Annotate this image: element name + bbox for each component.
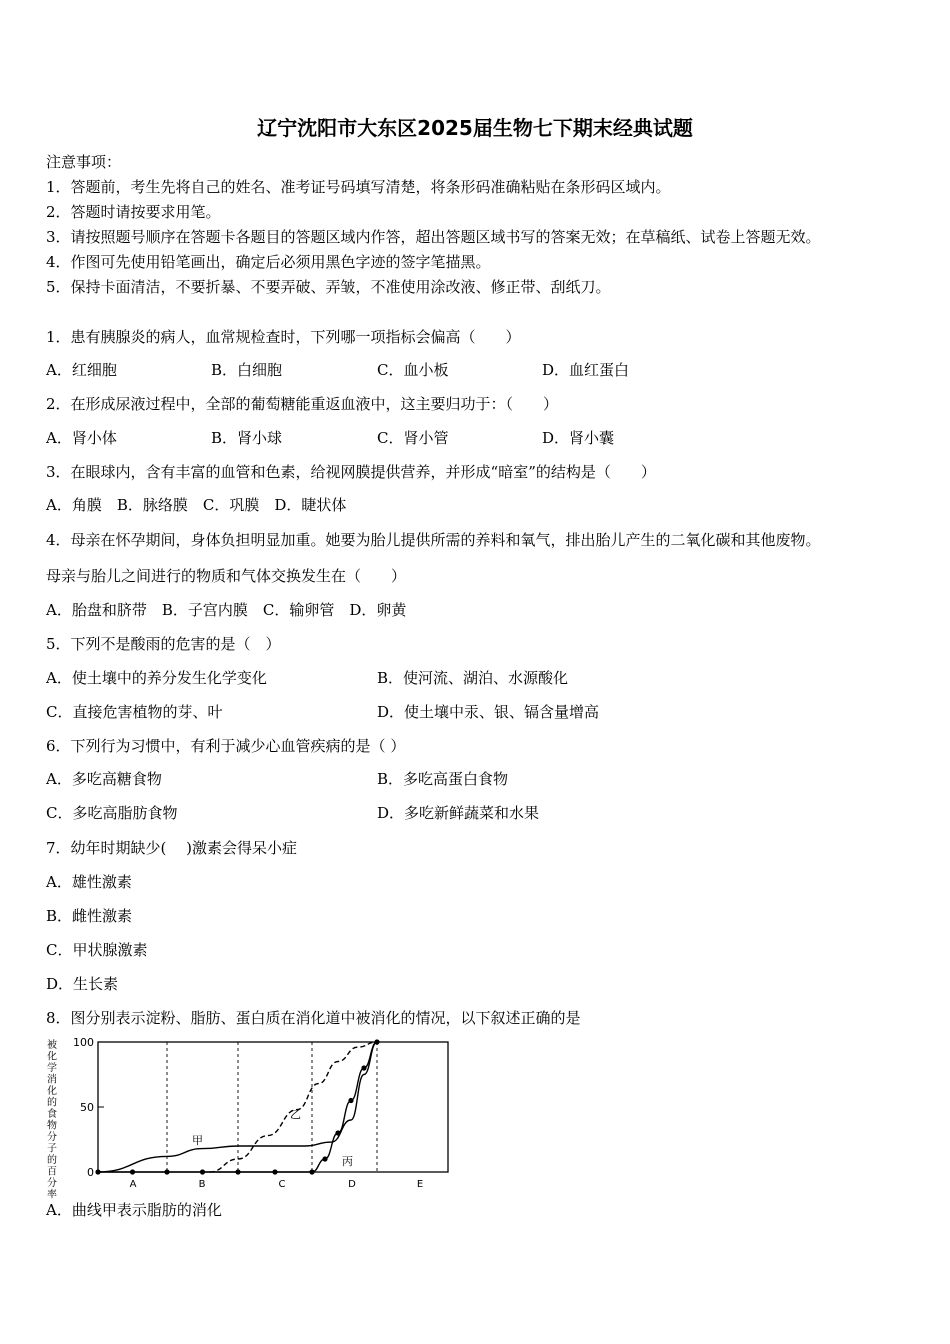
- question-8-stem: 8．图分别表示淀粉、脂肪、蛋白质在消化道中被消化的情况，以下叙述正确的是: [46, 1009, 581, 1027]
- y-axis-label-char: 化: [47, 1086, 57, 1097]
- question-6-stem: 6．下列行为习惯中，有利于减少心血管疾病的是（ ）: [46, 737, 406, 755]
- data-point-丙: [235, 1169, 240, 1174]
- y-axis-label-char: 分: [47, 1178, 57, 1189]
- y-axis-label-char: 百: [47, 1166, 57, 1178]
- y-axis-label-char: 消: [47, 1074, 57, 1086]
- q6-option-b[interactable]: B．多吃高蛋白食物: [377, 770, 509, 788]
- y-axis-label-char: 化: [47, 1051, 57, 1063]
- digestion-chart: [40, 1034, 460, 1201]
- notice-heading: 注意事项：: [46, 153, 122, 171]
- data-point-丙: [322, 1156, 327, 1161]
- y-axis-label-char: 被: [47, 1040, 57, 1051]
- data-point-丙: [200, 1169, 205, 1174]
- question-5-stem: 5．下列不是酸雨的危害的是（ ）: [46, 635, 281, 653]
- q2-option-c[interactable]: C．肾小管: [377, 429, 449, 447]
- q5-option-a[interactable]: A．使土壤中的养分发生化学变化: [46, 669, 267, 687]
- x-tick-label: E: [416, 1179, 424, 1190]
- q6-option-a[interactable]: A．多吃高糖食物: [46, 770, 162, 788]
- question-2-stem: 2．在形成尿液过程中，全部的葡萄糖能重返血液中，这主要归功于：（ ）: [46, 395, 559, 413]
- notice-item: 4．作图可先使用铅笔画出，确定后必须用黑色字迹的签字笔描黑。: [46, 253, 491, 271]
- data-point-丙: [374, 1039, 379, 1044]
- question-7-stem: 7．幼年时期缺少( )激素会得呆小症: [46, 839, 298, 857]
- y-tick-label: 0: [87, 1166, 94, 1179]
- q1-option-d[interactable]: D．血红蛋白: [542, 361, 630, 379]
- y-axis-label-char: 的: [47, 1097, 57, 1109]
- q3-options[interactable]: A．角膜 B．脉络膜 C．巩膜 D．睫状体: [46, 496, 347, 514]
- q1-option-b[interactable]: B．白细胞: [211, 361, 283, 379]
- q5-option-c[interactable]: C．直接危害植物的芽、叶: [46, 703, 223, 721]
- y-tick-label: 100: [73, 1036, 94, 1049]
- x-tick-label: A: [129, 1179, 137, 1190]
- question-4-stem: 4．母亲在怀孕期间，身体负担明显加重。她要为胎儿提供所需的养料和氧气，排出胎儿产生的二氧化碳和其他废物。: [46, 531, 821, 549]
- notice-item: 5．保持卡面清洁，不要折暴、不要弄破、弄皱，不准使用涂改液、修正带、刮纸刀。: [46, 278, 611, 296]
- data-point-丙: [164, 1169, 169, 1174]
- y-axis-label-char: 子: [47, 1143, 57, 1155]
- q6-option-d[interactable]: D．多吃新鲜蔬菜和水果: [377, 804, 540, 822]
- y-axis-label: [47, 1038, 57, 1201]
- q5-option-d[interactable]: D．使土壤中汞、银、镉含量增高: [377, 703, 600, 721]
- q5-option-b[interactable]: B．使河流、湖泊、水源酸化: [377, 669, 569, 687]
- q2-option-b[interactable]: B．肾小球: [211, 429, 283, 447]
- x-tick-label: B: [198, 1179, 206, 1190]
- question-3-stem: 3．在眼球内，含有丰富的血管和色素，给视网膜提供营养，并形成“暗室”的结构是（ ）: [46, 463, 656, 481]
- notice-item: 1．答题前，考生先将自己的姓名、准考证号码填写清楚，将条形码准确粘贴在条形码区域内。: [46, 178, 671, 196]
- question-4-stem-cont: 母亲与胎儿之间进行的物质和气体交换发生在（ ）: [46, 567, 407, 585]
- q4-options[interactable]: A．胎盘和脐带 B．子宫内膜 C．输卵管 D．卵黄: [46, 601, 407, 619]
- series-label-yi: 乙: [290, 1108, 301, 1121]
- y-axis-label-char: 分: [47, 1132, 57, 1143]
- q7-option-b[interactable]: B．雌性激素: [46, 907, 133, 925]
- x-tick-label: C: [278, 1179, 286, 1190]
- q8-option-a[interactable]: A．曲线甲表示脂肪的消化: [46, 1201, 222, 1219]
- question-1-stem: 1．患有胰腺炎的病人，血常规检查时，下列哪一项指标会偏高（ ）: [46, 328, 521, 346]
- q2-option-a[interactable]: A．肾小体: [46, 429, 117, 447]
- data-point-丙: [272, 1169, 277, 1174]
- chart-frame: [98, 1042, 448, 1172]
- q7-option-d[interactable]: D．生长素: [46, 975, 119, 993]
- y-axis-label-char: 率: [47, 1189, 57, 1201]
- q2-option-d[interactable]: D．肾小囊: [542, 429, 615, 447]
- notice-item: 3．请按照题号顺序在答题卡各题目的答题区域内作答，超出答题区域书写的答案无效；在草稿纸、试卷上答题无效。: [46, 228, 821, 246]
- data-point-丙: [348, 1098, 353, 1103]
- x-tick-label: D: [348, 1179, 356, 1190]
- y-axis-label-char: 食: [47, 1109, 57, 1120]
- data-point-丙: [130, 1169, 135, 1174]
- series-label-bing: 丙: [342, 1155, 353, 1168]
- data-point-丙: [95, 1169, 100, 1174]
- data-point-丙: [335, 1130, 340, 1135]
- y-tick-label: 50: [80, 1101, 94, 1114]
- y-axis-label-char: 的: [47, 1155, 57, 1166]
- series-line-乙: [210, 1042, 377, 1172]
- q1-option-c[interactable]: C．血小板: [377, 361, 449, 379]
- q6-option-c[interactable]: C．多吃高脂肪食物: [46, 804, 178, 822]
- y-axis-label-char: 学: [47, 1063, 57, 1074]
- q1-option-a[interactable]: A．红细胞: [46, 361, 117, 379]
- series-label-jia: 甲: [192, 1134, 203, 1147]
- q7-option-a[interactable]: A．雄性激素: [46, 873, 132, 891]
- notice-item: 2．答题时请按要求用笔。: [46, 203, 221, 221]
- q7-option-c[interactable]: C．甲状腺激素: [46, 941, 148, 959]
- y-axis-label-char: 物: [47, 1120, 57, 1132]
- data-point-丙: [361, 1065, 366, 1070]
- page-title: 辽宁沈阳市大东区2025届生物七下期末经典试题: [257, 116, 693, 140]
- data-point-丙: [309, 1169, 314, 1174]
